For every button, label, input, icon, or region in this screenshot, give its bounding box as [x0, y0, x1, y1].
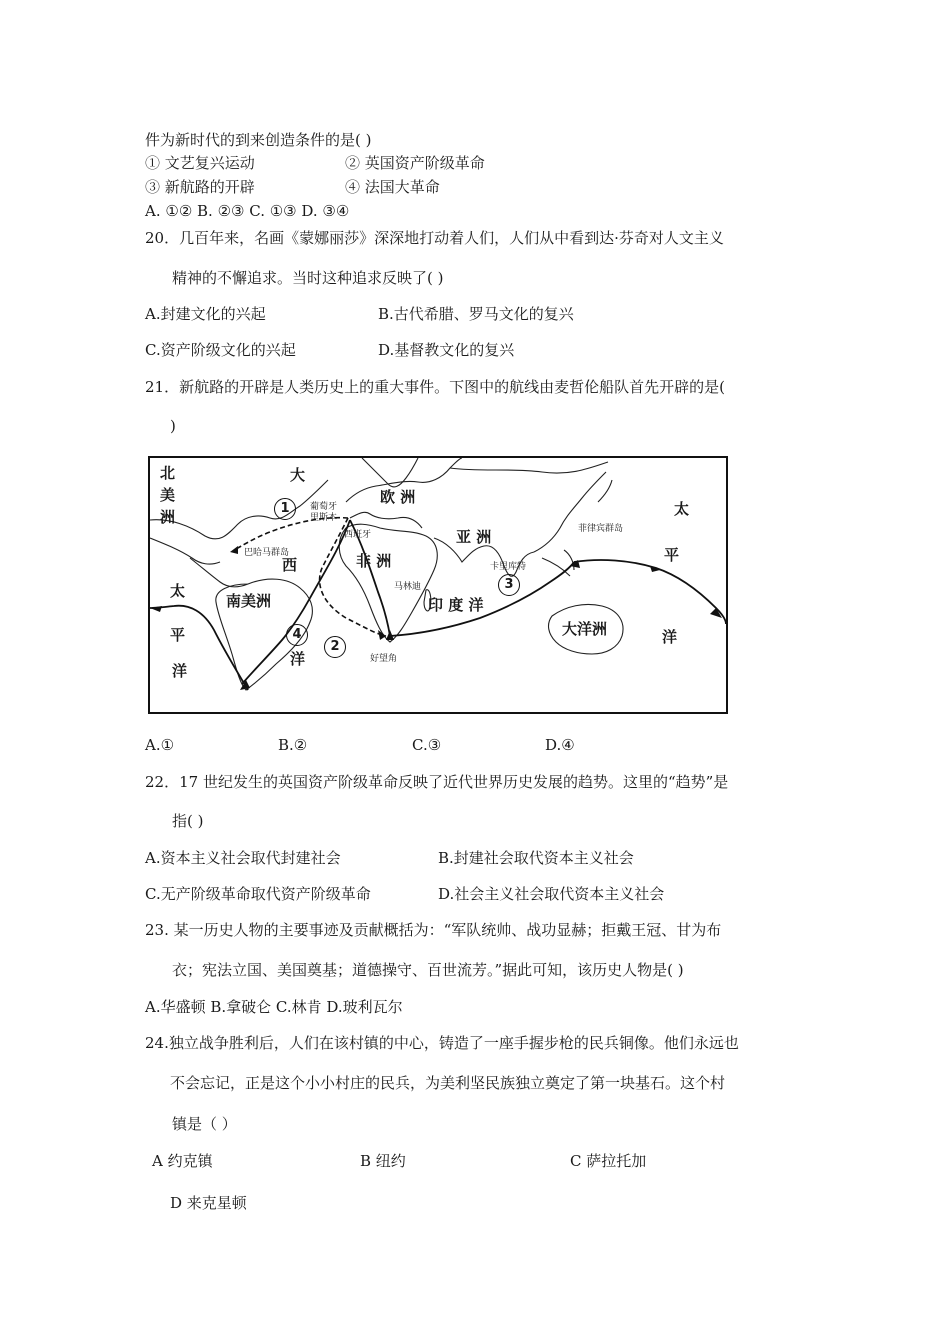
route-marker-4: 4	[286, 624, 308, 646]
q19-option-3: ③ 新航路的开辟	[145, 178, 255, 196]
q19-option-1: ① 文艺复兴运动	[145, 154, 255, 172]
q24-stem-line3: 镇是（ ）	[172, 1115, 237, 1133]
q22-option-a: A.资本主义社会取代封建社会	[145, 849, 341, 867]
label-cape-of-good-hope: 好望角	[370, 654, 398, 664]
q24-option-a: A 约克镇	[152, 1152, 213, 1170]
label-pacific-right-1: 太	[674, 500, 690, 518]
q20-stem-line1: 20．几百年来，名画《蒙娜丽莎》深深地打动着人们，人们从中看到达·芬奇对人文主义	[145, 229, 724, 247]
label-atlantic-da: 大	[290, 466, 306, 484]
label-pacific-right-2: 平	[664, 546, 680, 564]
q20-option-b: B.古代希腊、罗马文化的复兴	[378, 305, 574, 323]
label-europe: 欧 洲	[380, 488, 416, 506]
label-africa: 非 洲	[356, 552, 392, 570]
q21-stem-line2: )	[170, 417, 176, 435]
q20-option-d: D.基督教文化的复兴	[378, 341, 515, 359]
q19-option-4: ④ 法国大革命	[345, 178, 440, 196]
label-spain: 西班牙	[344, 530, 372, 540]
q24-option-c: C 萨拉托加	[570, 1152, 647, 1170]
q21-option-a: A.①	[145, 736, 175, 754]
q22-stem-line2: 指( )	[172, 812, 204, 830]
label-pacific-left-2: 平	[170, 626, 186, 644]
q20-option-c: C.资产阶级文化的兴起	[145, 341, 296, 359]
q21-option-b: B.②	[278, 736, 308, 754]
q21-stem-line1: 21．新航路的开辟是人类历史上的重大事件。下图中的航线由麦哲伦船队首先开辟的是(	[145, 378, 725, 396]
q24-stem-line1: 24.独立战争胜利后，人们在该村镇的中心，铸造了一座手握步枪的民兵铜像。他们永远也	[145, 1034, 739, 1052]
label-calicut: 卡里库特	[490, 562, 527, 572]
q19-stem: 件为新时代的到来创造条件的是( )	[145, 131, 372, 149]
voyage-map	[148, 456, 728, 714]
q23-stem-line2: 衣；宪法立国、美国奠基；道德操守、百世流芳。”据此可知，该历史人物是( )	[172, 961, 684, 979]
q20-option-a: A.封建文化的兴起	[145, 305, 266, 323]
route-marker-2: 2	[324, 636, 346, 658]
label-indian-ocean: 印 度 洋	[428, 596, 484, 614]
q24-stem-line2: 不会忘记，正是这个小小村庄的民兵，为美利坚民族独立奠定了第一块基石。这个村	[170, 1074, 726, 1092]
q23-stem-line1: 23. 某一历史人物的主要事迹及贡献概括为：“军队统帅、战功显赫；拒戴王冠、甘为布	[145, 921, 722, 939]
label-portugal: 葡萄牙	[310, 502, 338, 512]
label-atlantic-xi: 西	[282, 556, 298, 574]
label-malindi: 马林迪	[394, 582, 422, 592]
label-pacific-left-1: 太	[170, 582, 186, 600]
label-north-america: 北美洲	[160, 464, 176, 526]
q21-option-c: C.③	[412, 736, 442, 754]
q24-option-d: D 来克星顿	[170, 1194, 247, 1212]
q19-answers: A. ①② B. ②③ C. ①③ D. ③④	[145, 202, 350, 220]
label-pacific-right-3: 洋	[662, 628, 678, 646]
label-atlantic-yang: 洋	[290, 650, 306, 668]
q21-option-d: D.④	[545, 736, 575, 754]
route-marker-1: 1	[274, 498, 296, 520]
q22-option-b: B.封建社会取代资本主义社会	[438, 849, 634, 867]
q19-option-2: ② 英国资产阶级革命	[345, 154, 485, 172]
q24-option-b: B 纽约	[360, 1152, 406, 1170]
route-marker-3: 3	[498, 574, 520, 596]
map-drawing	[150, 458, 726, 712]
q22-stem-line1: 22．17 世纪发生的英国资产阶级革命反映了近代世界历史发展的趋势。这里的“趋势”是	[145, 773, 729, 791]
q23-answers: A.华盛顿 B.拿破仑 C.林肯 D.玻利瓦尔	[145, 998, 403, 1016]
label-oceania: 大洋洲	[562, 620, 608, 638]
label-pacific-left-3: 洋	[172, 662, 188, 680]
q22-option-d: D.社会主义社会取代资本主义社会	[438, 885, 665, 903]
label-south-america: 南美洲	[226, 592, 272, 610]
label-bahamas: 巴哈马群岛	[244, 548, 290, 558]
label-lisbon: 里斯本	[310, 513, 338, 523]
label-philippines: 菲律宾群岛	[578, 524, 624, 534]
label-asia: 亚 洲	[456, 528, 492, 546]
q20-stem-line2: 精神的不懈追求。当时这种追求反映了( )	[172, 269, 444, 287]
q22-option-c: C.无产阶级革命取代资产阶级革命	[145, 885, 371, 903]
